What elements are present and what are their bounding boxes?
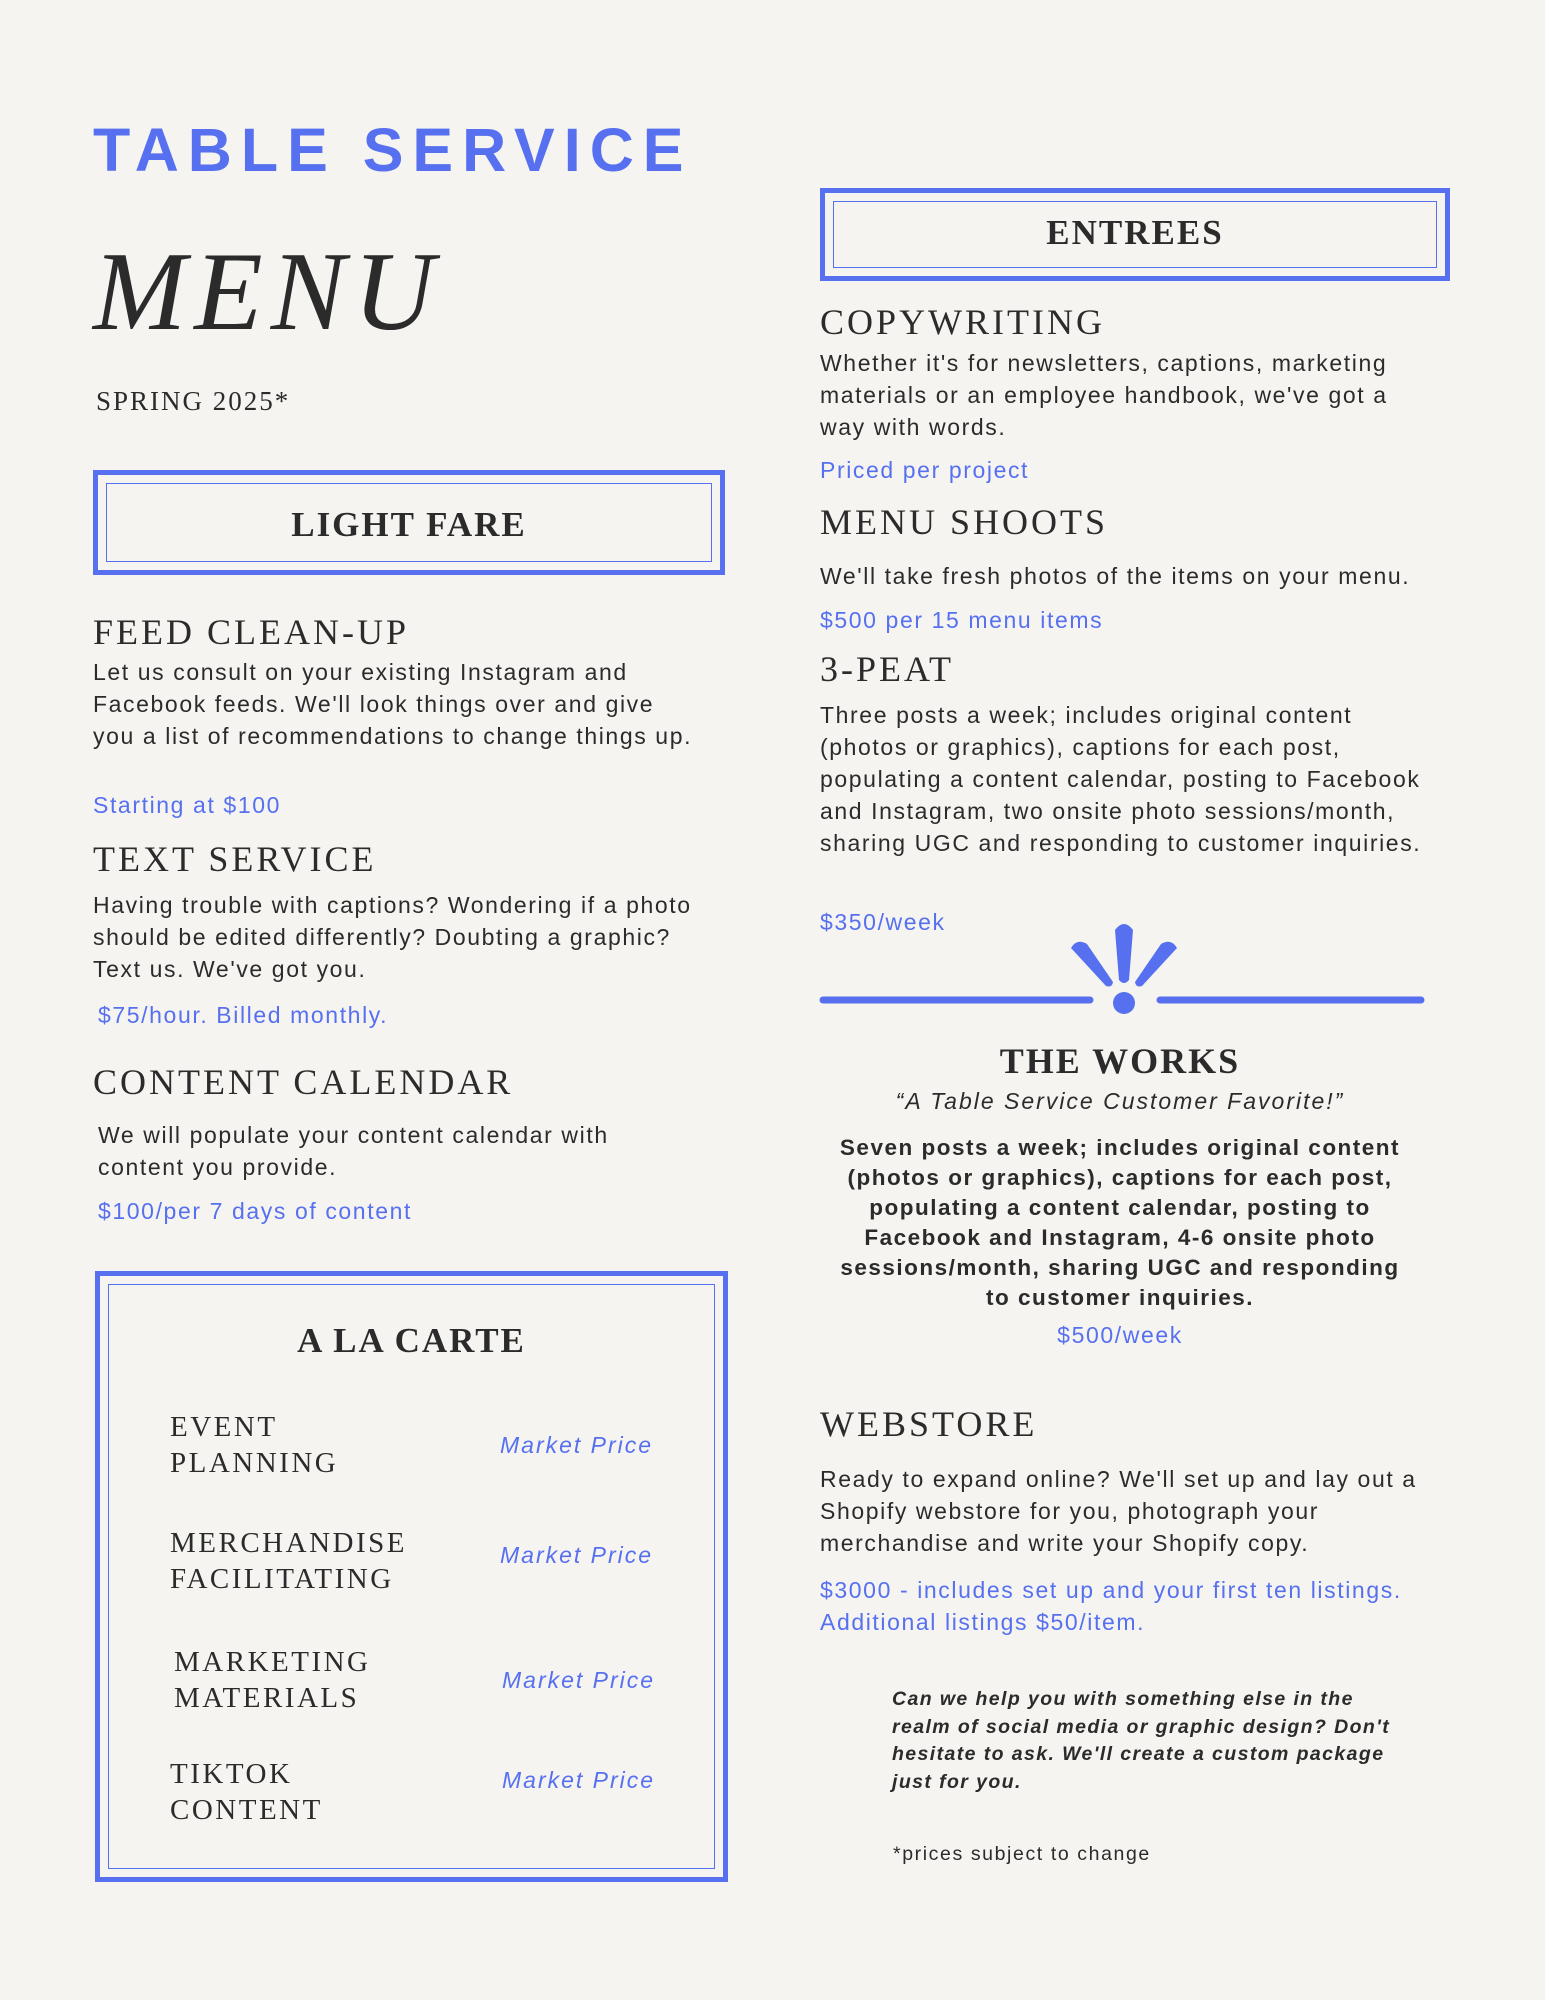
copywriting-price: Priced per project	[820, 457, 1030, 483]
the-works-subtitle: “A Table Service Customer Favorite!”	[895, 1088, 1345, 1114]
feed-cleanup-description: Let us consult on your existing Instagram and Facebook feeds. We'll look things over and give you a list of recommendations to change things up.	[93, 659, 693, 749]
menu-shoots-description: We'll take fresh photos of the items on your menu.	[820, 563, 1411, 589]
content-calendar-price: $100/per 7 days of content	[98, 1198, 412, 1224]
alc-price-event-planning: Market Price	[500, 1432, 654, 1458]
menu-title: MENU	[93, 230, 443, 354]
webstore-description: Ready to expand online? We'll set up and lay out a Shopify webstore for you, photograph your merchandise and write your Shopify copy.	[820, 1466, 1417, 1556]
alc-item-marketing-materials: MARKETING MATERIALS	[174, 1646, 371, 1714]
text-service-price: $75/hour. Billed monthly.	[98, 1002, 389, 1028]
a-la-carte-heading: A LA CARTE	[297, 1321, 526, 1360]
the-works-price: $500/week	[1057, 1322, 1183, 1348]
menu-shoots-price: $500 per 15 menu items	[820, 607, 1104, 633]
menu-shoots-title: MENU SHOOTS	[820, 502, 1109, 542]
webstore-title: WEBSTORE	[820, 1404, 1038, 1444]
price-footnote: *prices subject to change	[893, 1843, 1151, 1865]
alc-price-merchandise: Market Price	[500, 1542, 654, 1568]
sparkle-divider-icon	[815, 918, 1430, 1024]
the-works-title: THE WORKS	[999, 1041, 1241, 1081]
light-fare-header-box	[93, 470, 725, 575]
entrees-header-box	[820, 188, 1450, 281]
feed-cleanup-price: Starting at $100	[93, 792, 281, 818]
brand-name: TABLE SERVICE	[93, 116, 693, 184]
text-service-title: TEXT SERVICE	[93, 839, 377, 879]
three-peat-description: Three posts a week; includes original content (photos or graphics), captions for each post, populating a content calendar, posting to Facebook and Instagram, two onsite photo sessions/month, sharing UGC and responding to customer inquiries.	[820, 702, 1422, 856]
text-service-description: Having trouble with captions? Wondering if a photo should be edited differently? Doubting a graphic? Text us. We've got you.	[93, 892, 692, 982]
alc-item-event-planning: EVENT PLANNING	[170, 1411, 339, 1479]
alc-price-tiktok: Market Price	[502, 1767, 656, 1793]
content-calendar-title: CONTENT CALENDAR	[93, 1062, 514, 1102]
webstore-price-line1: $3000 - includes set up and your first ten listings.	[820, 1577, 1402, 1603]
copywriting-title: COPYWRITING	[820, 302, 1105, 342]
webstore-price-line2: Additional listings $50/item.	[820, 1609, 1146, 1635]
three-peat-price: $350/week	[820, 909, 946, 935]
a-la-carte-box	[95, 1271, 728, 1882]
season-label: SPRING 2025*	[96, 386, 291, 416]
copywriting-description: Whether it's for newsletters, captions, marketing materials or an employee handbook, we've got a way with words.	[820, 350, 1388, 440]
alc-item-tiktok: TIKTOK CONTENT	[170, 1758, 323, 1826]
content-calendar-description: We will populate your content calendar with content you provide.	[98, 1122, 609, 1180]
custom-package-note: Can we help you with something else in the realm of social media or graphic design? Don't hesitate to ask. We'll create a custom package just for you.	[892, 1688, 1391, 1793]
alc-item-merchandise: MERCHANDISE FACILITATING	[170, 1527, 407, 1595]
feed-cleanup-title: FEED CLEAN-UP	[93, 612, 409, 652]
light-fare-heading: LIGHT FARE	[291, 505, 527, 544]
the-works-description: Seven posts a week; includes original content (photos or graphics), captions for each post, populating a content calendar, posting to Facebook and Instagram, 4-6 onsite photo sessions/month, sharing UGC and responding to customer inquiries.	[839, 1135, 1401, 1310]
alc-price-marketing-materials: Market Price	[502, 1667, 656, 1693]
three-peat-title: 3-PEAT	[820, 649, 954, 689]
entrees-heading: ENTREES	[1046, 213, 1224, 252]
